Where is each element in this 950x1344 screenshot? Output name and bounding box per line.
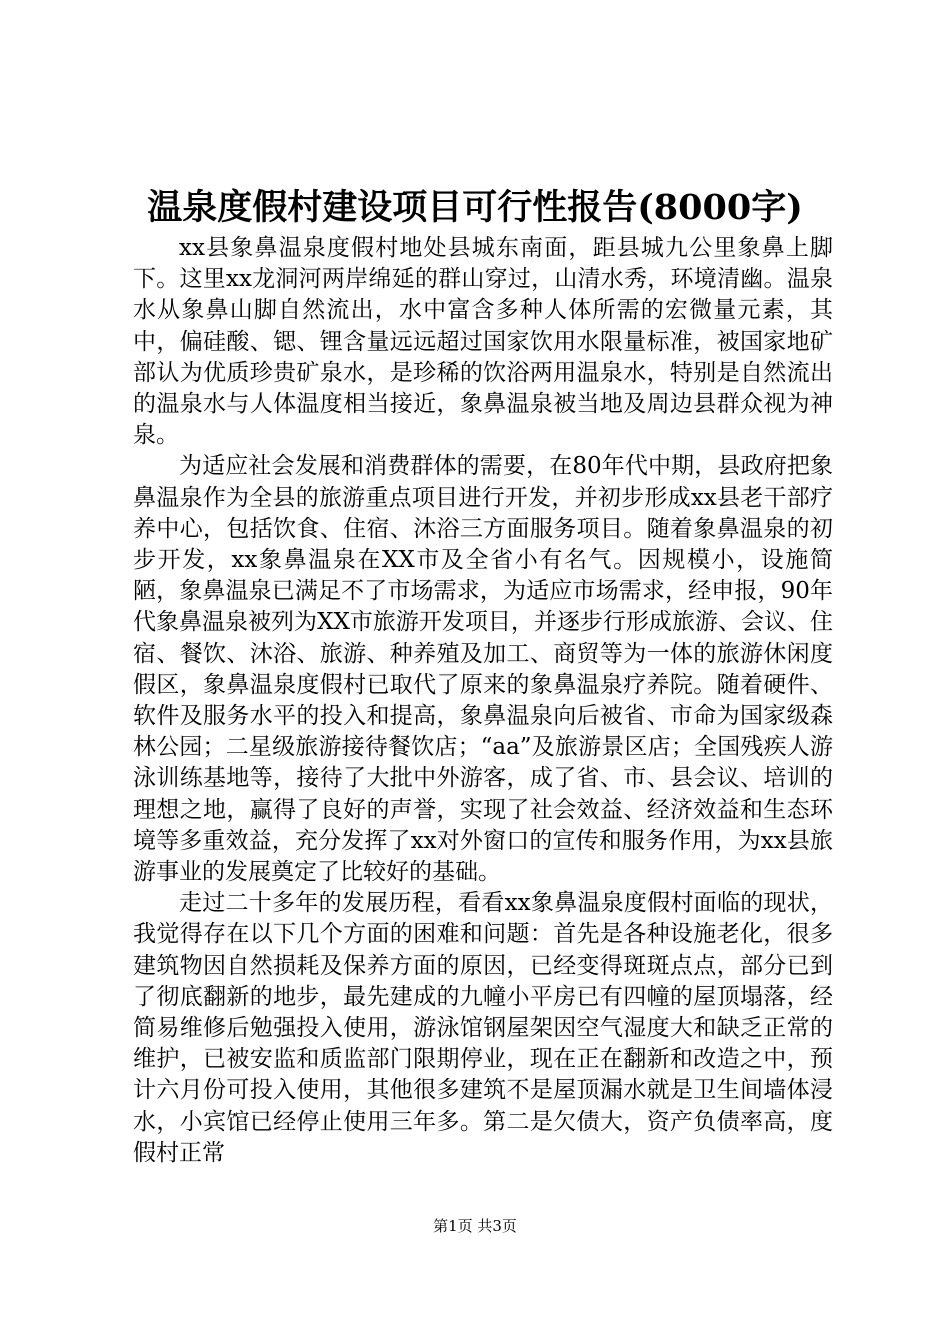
page-footer: 第1页 共3页 [433, 1217, 517, 1235]
paragraph-2: 为适应社会发展和消费群体的需要，在80年代中期，县政府把象鼻温泉作为全县的旅游重点项目进行开发，并初步形成xx县老干部疗养中心，包括饮食、住宿、沐浴三方面服务项目。随着象鼻温泉的初步开发，xx象鼻温泉在XX市及全省小有名气。因规模小，设施简陋，象鼻温泉已满足不了市场需求，为适应市场需求，经申报，90年代象鼻温泉被列为XX市旅游开发项目，并逐步行形成旅游、会议、住宿、餐饮、沐浴、旅游、种养殖及加工、商贸等为一体的旅游休闲度假区，象鼻温泉度假村已取代了原来的象鼻温泉疗养院。随着硬件、软件及服务水平的投入和提高，象鼻温泉向后被省、市命为国家级森林公园；二星级旅游接待餐饮店；“aa”及旅游景区店；全国残疾人游泳训练基地等，接待了大批中外游客，成了省、市、县会议、培训的理想之地，赢得了良好的声誉，实现了社会效益、经济效益和生态环境等多重效益，充分发挥了xx对外窗口的宣传和服务作用，为xx县旅游事业的发展奠定了比较好的基础。 [133, 453, 833, 886]
document-body [133, 233, 833, 1169]
paragraph-1: xx县象鼻温泉度假村地处县城东南面，距县城九公里象鼻上脚下。这里xx龙洞河两岸绵延的群山穿过，山清水秀，环境清幽。温泉水从象鼻山脚自然流出，水中富含多种人体所需的宏微量元素，其中，偏硅酸、锶、锂含量远远超过国家饮用水限量标准，被国家地矿部认为优质珍贵矿泉水，是珍稀的饮浴两用温泉水，特别是自然流出的温泉水与人体温度相当接近，象鼻温泉被当地及周边县群众视为神泉。 [133, 235, 833, 449]
paragraph-3: 走过二十多年的发展历程，看看xx象鼻温泉度假村面临的现状，我觉得存在以下几个方面的困难和问题：首先是各种设施老化，很多建筑物因自然损耗及保养方面的原因，已经变得斑斑点点，部分已到了彻底翻新的地步，最先建成的九幢小平房已有四幢的屋顶塌落，经简易维修后勉强投入使用，游泳馆钢屋架因空气湿度大和缺乏正常的维护，已被安监和质监部门限期停业，现在正在翻新和改造之中，预计六月份可投入使用，其他很多建筑不是屋顶漏水就是卫生间墙体浸水，小宾馆已经停止使用三年多。第二是欠债大，资产负债率高，度假村正常 [133, 890, 833, 1166]
document-title: 温泉度假村建设项目可行性报告(8000字) [147, 187, 803, 228]
